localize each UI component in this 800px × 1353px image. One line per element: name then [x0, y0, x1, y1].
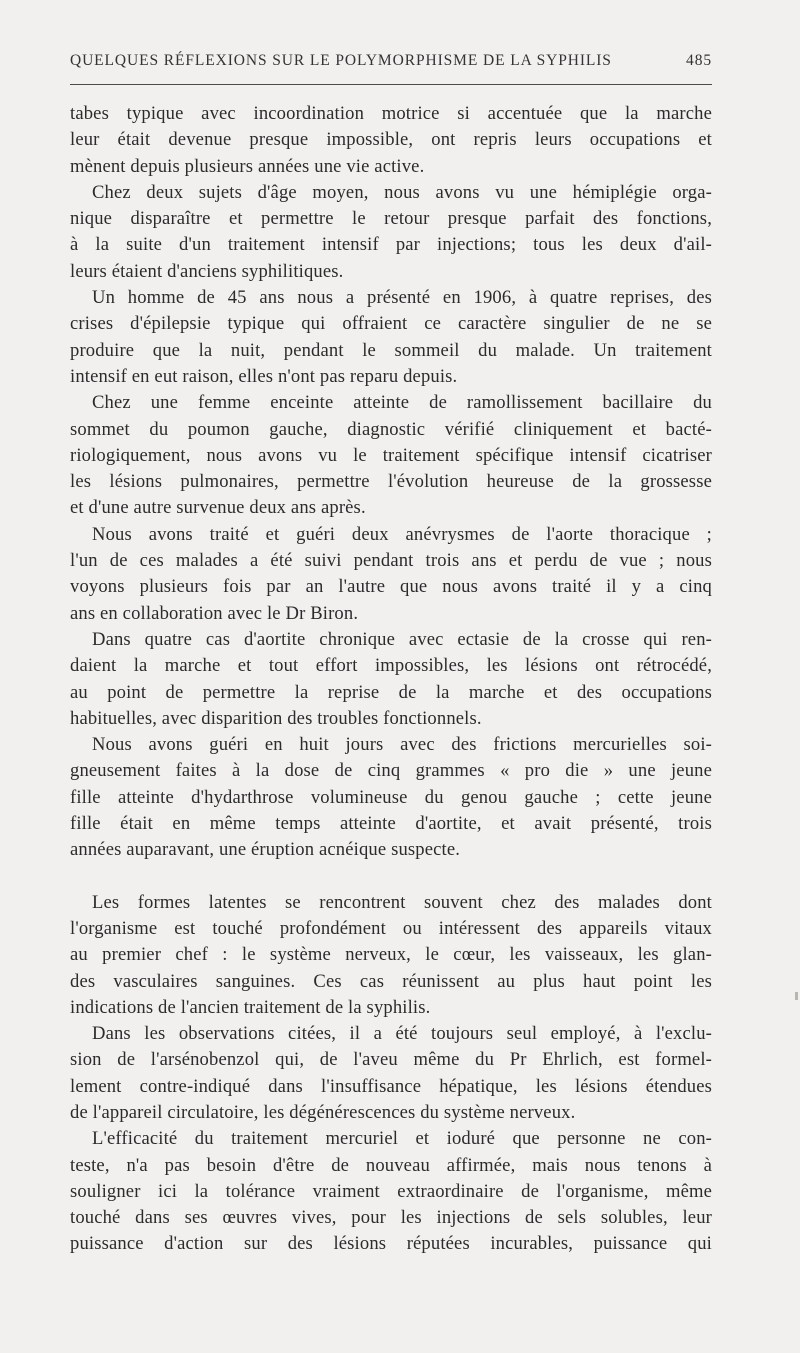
body-text	[70, 101, 712, 1258]
running-head	[70, 52, 712, 70]
text-line: gneusement faites à la dose de cinq grammes « pro die » une jeune	[70, 760, 712, 782]
text-line: de l'appareil circulatoire, les dégénérescences du système nerveux.	[70, 1101, 576, 1123]
text-line: nique disparaître et permettre le retour presque parfait des fonctions,	[70, 208, 712, 230]
text-line: Dans les observations citées, il a été toujours seul employé, à l'exclu-	[92, 1023, 712, 1045]
text-line: ans en collaboration avec le Dr Biron.	[70, 602, 359, 624]
text-line: habituelles, avec disparition des troubles fonctionnels.	[70, 707, 482, 729]
text-line: teste, n'a pas besoin d'être de nouveau affirmée, mais nous tenons à	[70, 1154, 712, 1176]
text-line: mènent depuis plusieurs années une vie active.	[70, 155, 425, 177]
header-rule	[70, 84, 712, 85]
text-line: leurs étaient d'anciens syphilitiques.	[70, 260, 344, 282]
text-line: Les formes latentes se rencontrent souvent chez des malades dont	[92, 891, 712, 913]
text-line: souligner ici la tolérance vraiment extraordinaire de l'organisme, même	[70, 1180, 712, 1202]
text-line: l'organisme est touché profondément ou intéressent des appareils vitaux	[70, 917, 712, 939]
text-line: riologiquement, nous avons vu le traitement spécifique intensif cicatriser	[70, 444, 712, 466]
text-line: sommet du poumon gauche, diagnostic vérifié cliniquement et bacté-	[70, 418, 712, 440]
text-line: les lésions pulmonaires, permettre l'évolution heureuse de la grossesse	[70, 471, 712, 493]
text-line: voyons plusieurs fois par an l'autre que nous avons traité il y a cinq	[70, 576, 712, 598]
text-line: touché dans ses œuvres vives, pour les injections de sels solubles, leur	[70, 1207, 712, 1229]
text-line: l'un de ces malades a été suivi pendant trois ans et perdu de vue ; nous	[70, 550, 712, 572]
text-line: produire que la nuit, pendant le sommeil du malade. Un traitement	[70, 339, 712, 361]
text-line: au point de permettre la reprise de la marche et des occupations	[70, 681, 712, 703]
text-line: Chez deux sujets d'âge moyen, nous avons vu une hémiplégie orga-	[92, 181, 712, 203]
text-line: daient la marche et tout effort impossibles, les lésions ont rétrocédé,	[70, 655, 712, 677]
text-line: Un homme de 45 ans nous a présenté en 1906, à quatre reprises, des	[92, 287, 712, 309]
running-title: QUELQUES RÉFLEXIONS SUR LE POLYMORPHISME DE LA SYPHILIS	[70, 52, 612, 69]
text-line: crises d'épilepsie typique qui offraient ce caractère singulier de ne se	[70, 313, 712, 335]
text-line: années auparavant, une éruption acnéique suspecte.	[70, 839, 461, 861]
text-line: leur était devenue presque impossible, ont repris leurs occupations et	[70, 129, 712, 151]
text-line: fille était en même temps atteinte d'aortite, et avait présenté, trois	[70, 813, 712, 835]
text-line: Nous avons traité et guéri deux anévrysmes de l'aorte thoracique ;	[92, 523, 712, 545]
text-line: à la suite d'un traitement intensif par injections; tous les deux d'ail-	[70, 234, 712, 256]
text-line: L'efficacité du traitement mercuriel et ioduré que personne ne con-	[92, 1128, 712, 1150]
text-line: et d'une autre survenue deux ans après.	[70, 497, 366, 519]
text-line: fille atteinte d'hydarthrose volumineuse du genou gauche ; cette jeune	[70, 786, 712, 808]
text-line: lement contre-indiqué dans l'insuffisance hépatique, les lésions étendues	[70, 1075, 712, 1097]
text-line: tabes typique avec incoordination motrice si accentuée que la marche	[70, 103, 712, 124]
text-line: sion de l'arsénobenzol qui, de l'aveu même du Pr Ehrlich, est formel-	[70, 1049, 712, 1071]
text-line: Dans quatre cas d'aortite chronique avec ectasie de la crosse qui ren-	[92, 628, 712, 650]
section-gap	[70, 864, 712, 890]
page-number: 485	[686, 52, 712, 69]
text-line: des vasculaires sanguines. Ces cas réunissent au plus haut point les	[70, 970, 712, 992]
text-line: indications de l'ancien traitement de la syphilis.	[70, 996, 431, 1018]
text-line: intensif en eut raison, elles n'ont pas reparu depuis.	[70, 365, 458, 387]
text-line: au premier chef : le système nerveux, le cœur, les vaisseaux, les glan-	[70, 944, 712, 966]
text-line: Nous avons guéri en huit jours avec des frictions mercurielles soi-	[92, 734, 712, 756]
text-line: puissance d'action sur des lésions réputées incurables, puissance qui	[70, 1233, 712, 1255]
margin-speck	[795, 992, 798, 1000]
text-line: Chez une femme enceinte atteinte de ramollissement bacillaire du	[92, 392, 712, 414]
